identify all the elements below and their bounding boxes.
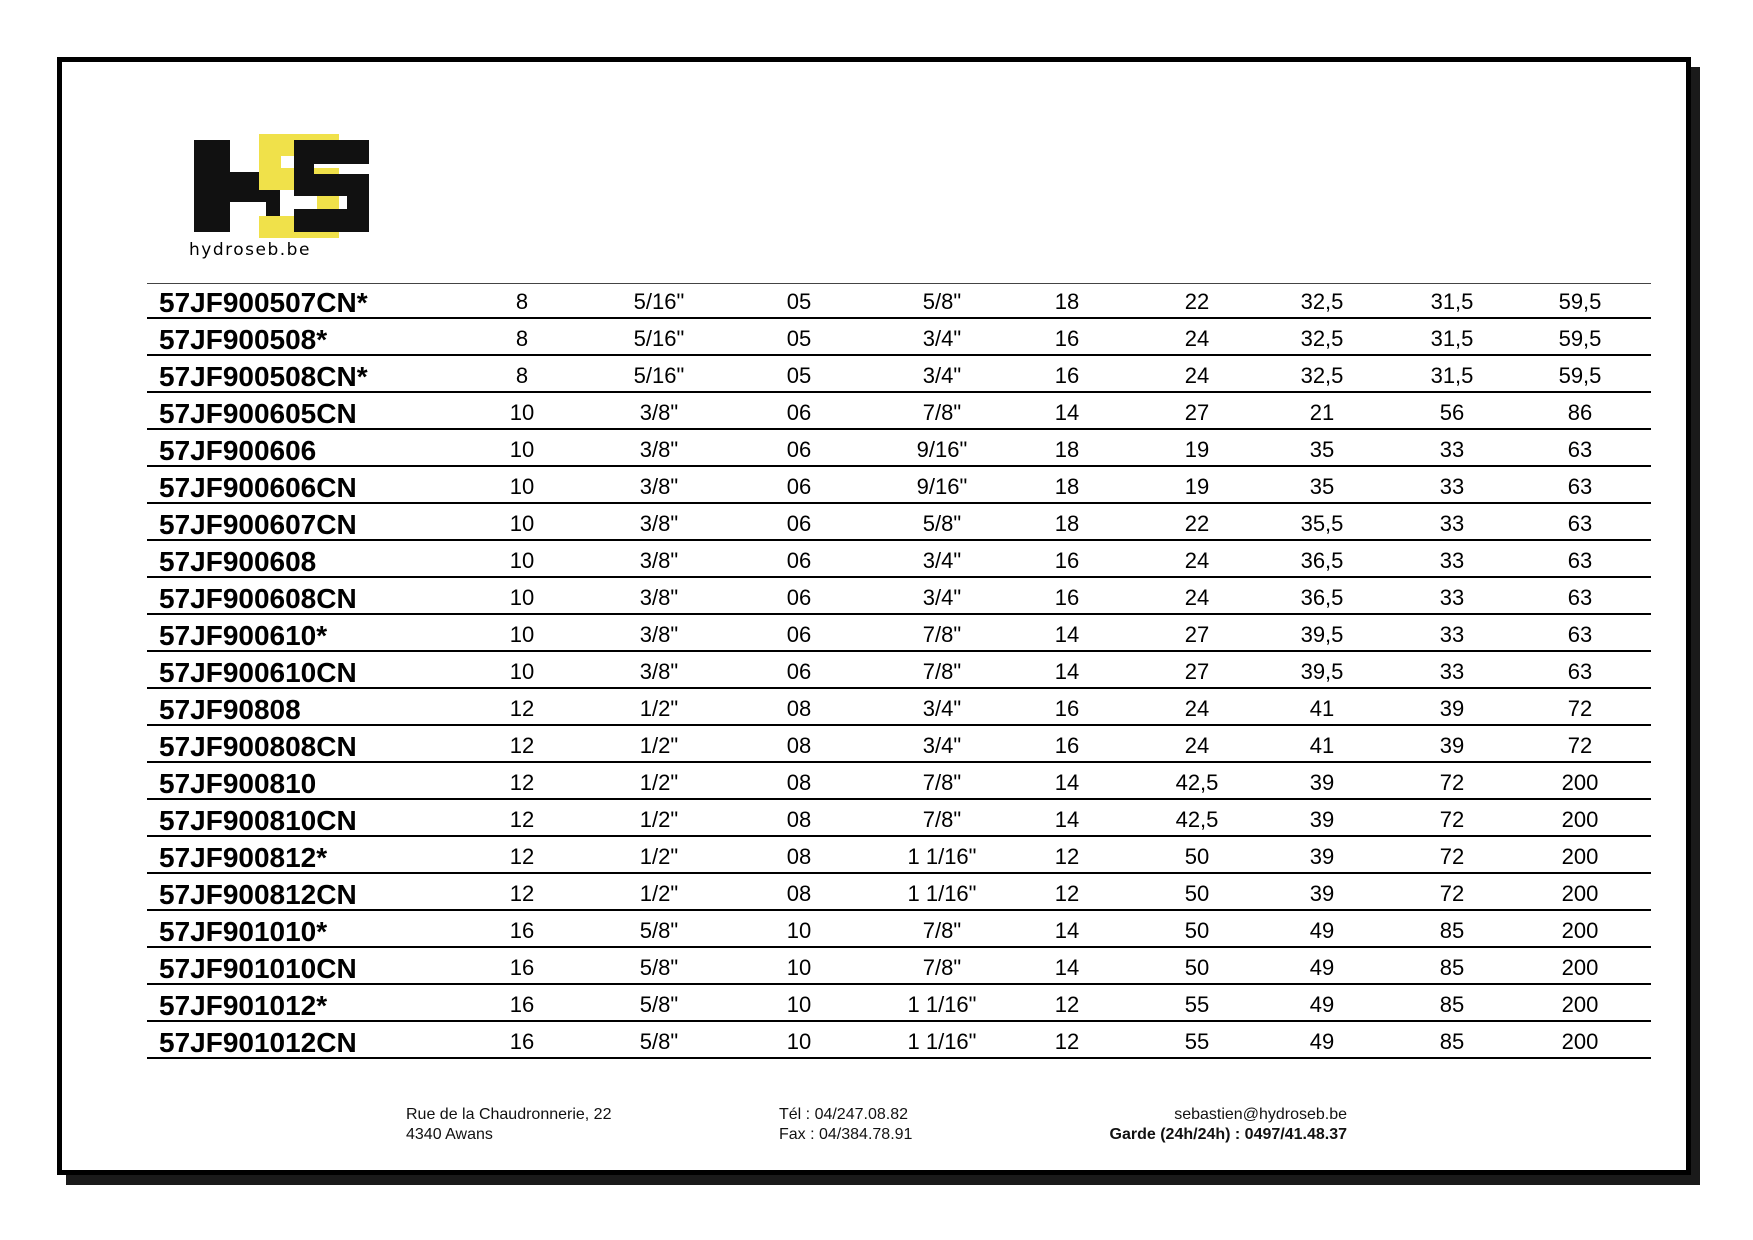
table-cell: 39 — [1309, 844, 1335, 869]
table-cell: 85 — [1439, 955, 1465, 980]
table-cell: 72 — [1439, 844, 1465, 869]
table-cell: 27 — [1184, 622, 1210, 647]
table-cell: 10 — [509, 400, 535, 425]
part-reference: 57JF90808 — [159, 694, 301, 725]
table-cell: 06 — [786, 511, 812, 536]
table-row — [147, 321, 1651, 356]
part-reference: 57JF900608 — [159, 546, 317, 577]
table-cell: 10 — [786, 955, 812, 980]
table-cell: 7/8" — [922, 770, 962, 795]
table-cell: 41 — [1309, 733, 1335, 758]
table-cell: 10 — [509, 437, 535, 462]
table-cell: 08 — [786, 807, 812, 832]
table-cell: 24 — [1184, 585, 1210, 610]
table-cell: 10 — [509, 474, 535, 499]
table-cell: 200 — [1561, 992, 1599, 1017]
table-cell: 1/2" — [639, 881, 679, 906]
table-row — [147, 728, 1651, 763]
table-cell: 08 — [786, 770, 812, 795]
table-cell: 10 — [509, 548, 535, 573]
table-row — [147, 580, 1651, 615]
table-cell: 9/16" — [916, 437, 968, 462]
table-cell: 200 — [1561, 881, 1599, 906]
table-cell: 36,5 — [1300, 585, 1344, 610]
table-row — [147, 802, 1651, 837]
table-cell: 39 — [1309, 770, 1335, 795]
table-cell: 5/16" — [633, 363, 685, 388]
hs-logo-mark — [189, 134, 371, 238]
table-cell: 200 — [1561, 918, 1599, 943]
table-cell: 7/8" — [922, 918, 962, 943]
table-cell: 31,5 — [1430, 326, 1474, 351]
footer-phone — [779, 1105, 912, 1145]
table-cell: 49 — [1309, 918, 1335, 943]
table-cell: 35 — [1309, 474, 1335, 499]
table-cell: 3/8" — [639, 548, 679, 573]
table-row — [147, 358, 1651, 393]
part-reference: 57JF900810CN — [159, 805, 357, 836]
table-cell: 06 — [786, 622, 812, 647]
hydroseb-logo — [189, 134, 371, 264]
footer-address — [406, 1105, 611, 1145]
table-cell: 22 — [1184, 289, 1210, 314]
table-cell: 3/8" — [639, 511, 679, 536]
table-cell: 16 — [1054, 733, 1080, 758]
table-cell: 08 — [786, 881, 812, 906]
table-cell: 7/8" — [922, 622, 962, 647]
table-cell: 10 — [509, 585, 535, 610]
address-line-1: Rue de la Chaudronnerie, 22 — [406, 1106, 612, 1123]
table-cell: 12 — [509, 770, 535, 795]
table-cell: 16 — [509, 955, 535, 980]
table-cell: 16 — [1054, 696, 1080, 721]
table-cell: 05 — [786, 326, 812, 351]
table-cell: 14 — [1054, 807, 1080, 832]
table-cell: 1/2" — [639, 733, 679, 758]
table-cell: 5/8" — [922, 289, 962, 314]
table-cell: 72 — [1567, 696, 1593, 721]
table-cell: 1/2" — [639, 807, 679, 832]
table-cell: 3/4" — [922, 696, 962, 721]
table-cell: 3/8" — [639, 659, 679, 684]
table-cell: 63 — [1567, 474, 1593, 499]
table-row — [147, 950, 1651, 985]
part-reference: 57JF900508* — [159, 324, 328, 355]
table-cell: 59,5 — [1558, 363, 1602, 388]
table-row — [147, 395, 1651, 430]
table-cell: 16 — [1054, 363, 1080, 388]
table-cell: 85 — [1439, 992, 1465, 1017]
table-cell: 39 — [1309, 881, 1335, 906]
part-reference: 57JF900508CN* — [159, 361, 368, 392]
part-reference: 57JF900608CN — [159, 583, 357, 614]
table-row — [147, 469, 1651, 504]
table-row — [147, 913, 1651, 948]
table-cell: 50 — [1184, 844, 1210, 869]
table-cell: 22 — [1184, 511, 1210, 536]
table-cell: 63 — [1567, 659, 1593, 684]
part-reference: 57JF900606CN — [159, 472, 357, 503]
table-cell: 10 — [509, 622, 535, 647]
table-row — [147, 987, 1651, 1022]
table-cell: 33 — [1439, 659, 1465, 684]
table-cell: 12 — [509, 696, 535, 721]
table-cell: 3/4" — [922, 548, 962, 573]
table-cell: 18 — [1054, 289, 1080, 314]
table-cell: 16 — [1054, 548, 1080, 573]
table-cell: 5/16" — [633, 289, 685, 314]
table-cell: 3/4" — [922, 363, 962, 388]
table-cell: 9/16" — [916, 474, 968, 499]
table-cell: 50 — [1184, 955, 1210, 980]
table-cell: 12 — [509, 733, 535, 758]
table-cell: 21 — [1309, 400, 1335, 425]
table-row — [147, 543, 1651, 578]
table-cell: 1/2" — [639, 770, 679, 795]
table-cell: 12 — [509, 807, 535, 832]
table-cell: 10 — [786, 918, 812, 943]
table-cell: 49 — [1309, 1029, 1335, 1054]
table-cell: 49 — [1309, 955, 1335, 980]
table-cell: 05 — [786, 289, 812, 314]
table-cell: 14 — [1054, 918, 1080, 943]
table-row — [147, 432, 1651, 467]
part-reference: 57JF901012CN — [159, 1027, 357, 1058]
table-cell: 12 — [1054, 844, 1080, 869]
footer-contact — [982, 1105, 1347, 1145]
table-cell: 3/8" — [639, 400, 679, 425]
table-cell: 85 — [1439, 918, 1465, 943]
table-cell: 16 — [509, 1029, 535, 1054]
table-cell: 31,5 — [1430, 289, 1474, 314]
table-cell: 1/2" — [639, 696, 679, 721]
table-cell: 10 — [509, 511, 535, 536]
table-cell: 3/4" — [922, 585, 962, 610]
part-reference: 57JF901010* — [159, 916, 328, 947]
table-cell: 08 — [786, 844, 812, 869]
table-cell: 50 — [1184, 918, 1210, 943]
table-cell: 1 1/16" — [907, 992, 977, 1017]
fax-number: Fax : 04/384.78.91 — [779, 1126, 913, 1143]
table-cell: 06 — [786, 437, 812, 462]
table-cell: 3/4" — [922, 733, 962, 758]
table-cell: 14 — [1054, 400, 1080, 425]
address-line-2: 4340 Awans — [406, 1126, 493, 1143]
table-cell: 200 — [1561, 807, 1599, 832]
table-cell: 5/8" — [639, 955, 679, 980]
part-reference: 57JF900606 — [159, 435, 317, 466]
table-cell: 10 — [786, 992, 812, 1017]
table-row — [147, 839, 1651, 874]
table-cell: 86 — [1567, 400, 1593, 425]
table-cell: 32,5 — [1300, 289, 1344, 314]
table-cell: 1 1/16" — [907, 1029, 977, 1054]
table-cell: 24 — [1184, 548, 1210, 573]
table-cell: 72 — [1439, 881, 1465, 906]
table-cell: 59,5 — [1558, 289, 1602, 314]
table-cell: 24 — [1184, 326, 1210, 351]
part-reference: 57JF901010CN — [159, 953, 357, 984]
table-cell: 200 — [1561, 955, 1599, 980]
table-cell: 5/8" — [639, 1029, 679, 1054]
part-reference: 57JF900810 — [159, 768, 317, 799]
table-cell: 33 — [1439, 437, 1465, 462]
table-cell: 63 — [1567, 437, 1593, 462]
table-cell: 5/8" — [639, 992, 679, 1017]
table-cell: 85 — [1439, 1029, 1465, 1054]
part-reference: 57JF901012* — [159, 990, 328, 1021]
table-cell: 12 — [1054, 881, 1080, 906]
table-cell: 33 — [1439, 474, 1465, 499]
table-cell: 1/2" — [639, 844, 679, 869]
table-cell: 31,5 — [1430, 363, 1474, 388]
table-row — [147, 506, 1651, 541]
table-cell: 18 — [1054, 511, 1080, 536]
table-cell: 42,5 — [1175, 770, 1219, 795]
emergency-line: Garde (24h/24h) : 0497/41.48.37 — [1109, 1126, 1347, 1143]
table-cell: 18 — [1054, 437, 1080, 462]
table-cell: 39 — [1309, 807, 1335, 832]
logo-website-text: hydroseb.be — [189, 240, 311, 260]
table-cell: 18 — [1054, 474, 1080, 499]
table-cell: 8 — [515, 326, 529, 351]
table-cell: 19 — [1184, 437, 1210, 462]
product-table — [147, 283, 1651, 1061]
table-cell: 10 — [509, 659, 535, 684]
table-row — [147, 691, 1651, 726]
table-cell: 05 — [786, 363, 812, 388]
table-cell: 16 — [1054, 326, 1080, 351]
table-cell: 72 — [1439, 807, 1465, 832]
document-sheet — [57, 57, 1691, 1175]
table-cell: 5/8" — [922, 511, 962, 536]
part-reference: 57JF900812CN — [159, 879, 357, 910]
table-cell: 06 — [786, 548, 812, 573]
table-cell: 3/8" — [639, 437, 679, 462]
table-cell: 3/8" — [639, 474, 679, 499]
table-cell: 200 — [1561, 1029, 1599, 1054]
table-cell: 16 — [509, 992, 535, 1017]
table-cell: 72 — [1439, 770, 1465, 795]
table-cell: 5/16" — [633, 326, 685, 351]
part-reference: 57JF900610CN — [159, 657, 357, 688]
table-cell: 1 1/16" — [907, 881, 977, 906]
table-cell: 06 — [786, 659, 812, 684]
table-row — [147, 1024, 1651, 1059]
table-row — [147, 617, 1651, 652]
table-cell: 3/8" — [639, 622, 679, 647]
table-cell: 06 — [786, 474, 812, 499]
table-row — [147, 654, 1651, 689]
table-cell: 06 — [786, 400, 812, 425]
table-row — [147, 876, 1651, 911]
table-cell: 63 — [1567, 548, 1593, 573]
table-cell: 5/8" — [639, 918, 679, 943]
table-cell: 55 — [1184, 992, 1210, 1017]
table-cell: 10 — [786, 1029, 812, 1054]
table-cell: 50 — [1184, 881, 1210, 906]
table-cell: 14 — [1054, 659, 1080, 684]
table-cell: 12 — [1054, 1029, 1080, 1054]
table-cell: 7/8" — [922, 659, 962, 684]
table-cell: 200 — [1561, 844, 1599, 869]
part-reference: 57JF900605CN — [159, 398, 357, 429]
table-cell: 14 — [1054, 770, 1080, 795]
part-reference: 57JF900610* — [159, 620, 328, 651]
table-cell: 35 — [1309, 437, 1335, 462]
table-cell: 14 — [1054, 955, 1080, 980]
table-cell: 39,5 — [1300, 659, 1344, 684]
table-cell: 39 — [1439, 696, 1465, 721]
table-cell: 55 — [1184, 1029, 1210, 1054]
part-reference: 57JF900808CN — [159, 731, 357, 762]
table-cell: 33 — [1439, 585, 1465, 610]
phone-number: Tél : 04/247.08.82 — [779, 1106, 908, 1123]
part-reference: 57JF900607CN — [159, 509, 357, 540]
table-cell: 7/8" — [922, 955, 962, 980]
table-cell: 8 — [515, 289, 529, 314]
table-cell: 33 — [1439, 548, 1465, 573]
table-cell: 36,5 — [1300, 548, 1344, 573]
table-cell: 33 — [1439, 622, 1465, 647]
table-cell: 39,5 — [1300, 622, 1344, 647]
table-cell: 1 1/16" — [907, 844, 977, 869]
table-cell: 08 — [786, 733, 812, 758]
table-cell: 27 — [1184, 659, 1210, 684]
table-cell: 63 — [1567, 511, 1593, 536]
table-cell: 63 — [1567, 622, 1593, 647]
table-cell: 63 — [1567, 585, 1593, 610]
table-cell: 08 — [786, 696, 812, 721]
table-cell: 41 — [1309, 696, 1335, 721]
table-cell: 42,5 — [1175, 807, 1219, 832]
table-cell: 14 — [1054, 622, 1080, 647]
table-cell: 24 — [1184, 733, 1210, 758]
table-cell: 33 — [1439, 511, 1465, 536]
table-cell: 12 — [1054, 992, 1080, 1017]
part-reference: 57JF900507CN* — [159, 287, 368, 318]
table-row — [147, 765, 1651, 800]
table-cell: 3/8" — [639, 585, 679, 610]
table-cell: 12 — [509, 881, 535, 906]
table-cell: 27 — [1184, 400, 1210, 425]
table-cell: 24 — [1184, 363, 1210, 388]
table-cell: 56 — [1439, 400, 1465, 425]
table-cell: 24 — [1184, 696, 1210, 721]
table-row — [147, 284, 1651, 319]
table-cell: 3/4" — [922, 326, 962, 351]
table-cell: 8 — [515, 363, 529, 388]
table-cell: 32,5 — [1300, 363, 1344, 388]
table-cell: 16 — [509, 918, 535, 943]
table-cell: 7/8" — [922, 807, 962, 832]
table-cell: 200 — [1561, 770, 1599, 795]
table-cell: 16 — [1054, 585, 1080, 610]
table-cell: 39 — [1439, 733, 1465, 758]
email-address: sebastien@hydroseb.be — [1174, 1106, 1347, 1123]
table-cell: 72 — [1567, 733, 1593, 758]
table-cell: 7/8" — [922, 400, 962, 425]
table-cell: 59,5 — [1558, 326, 1602, 351]
table-cell: 19 — [1184, 474, 1210, 499]
table-cell: 49 — [1309, 992, 1335, 1017]
table-cell: 35,5 — [1300, 511, 1344, 536]
table-cell: 12 — [509, 844, 535, 869]
table-cell: 06 — [786, 585, 812, 610]
part-reference: 57JF900812* — [159, 842, 328, 873]
table-cell: 32,5 — [1300, 326, 1344, 351]
